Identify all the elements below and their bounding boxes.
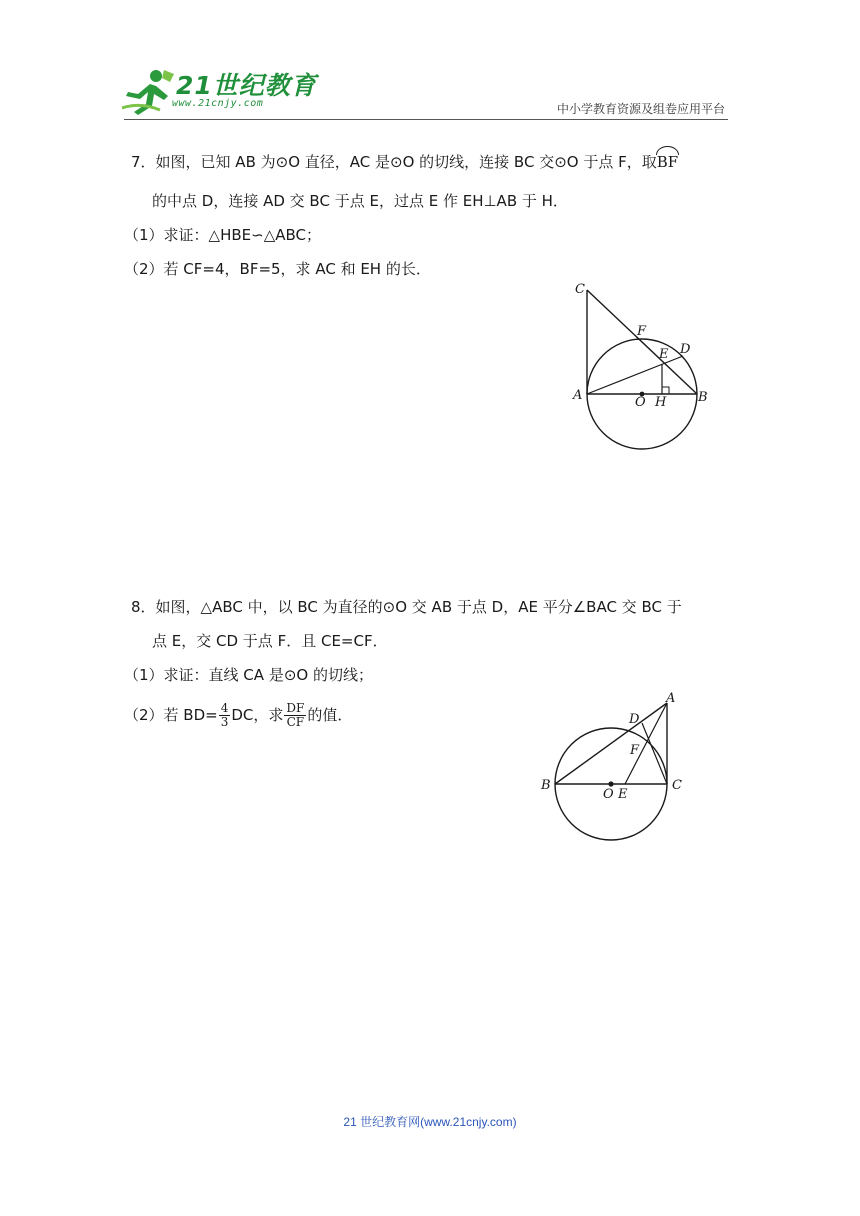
q7-label-a: A xyxy=(573,388,583,403)
q7-figure xyxy=(560,275,730,455)
logo-url: www.21cnjy.com xyxy=(172,98,264,109)
q8-label-o: O xyxy=(603,787,614,802)
page-header xyxy=(0,0,860,130)
q7-label-b: B xyxy=(698,390,708,405)
q8-part-1: （1）求证：直线 CA 是⊙O 的切线； xyxy=(124,666,373,684)
q8-line-2: 点 E，交 CD 于点 F．且 CE=CF． xyxy=(152,632,388,650)
q7-part-1: （1）求证：△HBE∽△ABC； xyxy=(124,226,321,244)
q8-figure xyxy=(535,688,695,846)
q7-label-h: H xyxy=(655,395,667,410)
q8-part-2 xyxy=(124,702,352,729)
q7-label-d: D xyxy=(680,342,691,357)
runner-icon xyxy=(120,66,176,116)
q8-label-c: C xyxy=(672,778,682,793)
q7-line-1 xyxy=(131,152,678,172)
q8-label-e: E xyxy=(618,787,628,802)
q7-right-angle-mark xyxy=(662,387,669,394)
logo-text: 21世纪教育 xyxy=(176,71,317,100)
q7-label-f: F xyxy=(637,324,647,339)
q7-arc-bf: BF xyxy=(656,153,679,171)
q8-part-2-a: （2）若 BD= xyxy=(124,706,218,724)
q8-frac2-num: DF xyxy=(286,701,305,715)
q8-fraction-df-cf xyxy=(284,702,306,729)
q7-line-2: 的中点 D，连接 AD 交 BC 于点 E，过点 E 作 EH⊥AB 于 H． xyxy=(152,192,568,210)
q8-label-b: B xyxy=(541,778,551,793)
platform-label: 中小学教育资源及组卷应用平台 xyxy=(556,102,725,116)
q8-line-1: 8．如图，△ABC 中，以 BC 为直径的⊙O 交 AB 于点 D，AE 平分∠BAC 交 BC 于 xyxy=(131,598,682,616)
logo xyxy=(120,66,320,118)
q8-center-dot xyxy=(608,781,613,786)
q8-frac1-den: 3 xyxy=(220,715,229,729)
q7-part-2: （2）若 CF=4，BF=5，求 AC 和 EH 的长． xyxy=(124,260,431,278)
header-divider xyxy=(124,119,728,120)
q7-text-1: 7．如图，已知 AB 为⊙O 直径，AC 是⊙O 的切线，连接 BC 交⊙O 于点 F，取 xyxy=(131,153,657,171)
q8-frac1-num: 4 xyxy=(220,701,229,715)
q8-fraction-4-3 xyxy=(219,702,231,729)
q7-label-o: O xyxy=(635,395,646,410)
page-footer: 21 世纪教育网(www.21cnjy.com) xyxy=(343,1115,517,1129)
q8-label-f: F xyxy=(630,743,640,758)
q8-part-2-c: 的值． xyxy=(307,706,353,724)
q8-frac2-den: CF xyxy=(286,715,305,729)
q7-label-c: C xyxy=(575,282,585,297)
q8-segment-dc xyxy=(642,723,667,784)
q8-part-2-b: DC，求 xyxy=(231,706,284,724)
q8-label-d: D xyxy=(629,712,640,727)
q8-label-a: A xyxy=(666,691,676,706)
q7-label-e: E xyxy=(659,347,669,362)
